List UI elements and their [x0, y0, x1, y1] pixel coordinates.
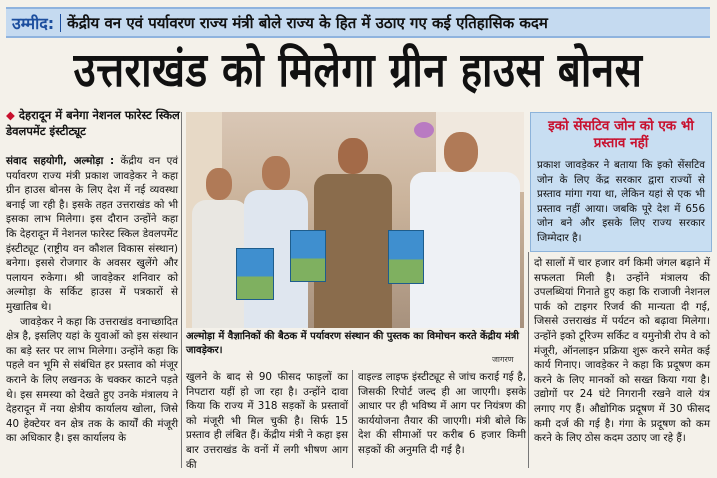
- subhead: [6, 107, 182, 139]
- left-column: [6, 154, 178, 446]
- person-figure: [410, 132, 520, 328]
- subhead-text: देहरादून में बनेगा नेशनल फारेस्ट स्किल डेवलपमेंट इंस्टीट्यूट: [6, 108, 180, 138]
- kicker-separator: [60, 14, 61, 32]
- headline: उत्तराखंड को मिलेगा ग्रीन हाउस बोनस: [73, 43, 643, 98]
- sidebar-box: [530, 112, 712, 252]
- column-divider: [528, 252, 529, 468]
- kicker-text: केंद्रीय वन एवं पर्यावरण राज्य मंत्री बोले राज्य के हित में उठाए गए कई एतिहासिक कदम: [67, 13, 548, 32]
- news-photo: [186, 112, 524, 328]
- kicker-label: उम्मीद:: [12, 13, 55, 33]
- photo-caption: अल्मोड़ा में वैज्ञानिकों की बैठक में पर्यावरण संस्थान की पुस्तक का विमोचन करते केंद्रीय मंत्री जावड़ेकर।: [186, 330, 524, 362]
- book: [236, 248, 274, 300]
- mid-column-2: वाइल्ड लाइफ इंस्टीट्यूट से जांच कराई गई है, जिसकी रिपोर्ट जल्द ही आ जाएगी। इसके आधार पर ही भविष्य में आग पर नियंत्रण की कार्ययोजना तैयार की जाएगी। मंत्री बोले कि देश की सीमाओं पर करीब 6 हजार किमी सड़कों की अनुमति दी गई है।: [358, 371, 526, 456]
- bullet-icon: ◆: [6, 108, 15, 122]
- left-para-2: जावड़ेकर ने कहा कि उत्तराखंड वनाच्छादित क्षेत्र है, इसलिए यहां के युवाओं को इस संस्थान का बड़े स्तर पर लाभ मिलेगा। उन्होंने कहा कि पहले वन भूमि से संबंधित हर प्रस्ताव को मंजूर कराने के लिए लखनऊ के चक्कर काटने पड़ते थे। इस समस्या को देखते हुए उनके मंत्रालय ने देहरादून में नया क्षेत्रीय कार्यालय खोला, जिसे 40 हेक्टेयर वन क्षेत्र तक के कार्यों की मंजूरी का अधिकार है। इस कार्यालय के: [6, 315, 178, 445]
- kicker-bar: [6, 7, 710, 38]
- column-divider: [352, 370, 353, 468]
- sidebar-box-text: प्रकाश जावड़ेकर ने बताया कि इको सेंसटिव जोन के लिए केंद्र सरकार द्वारा राज्यों से प्रस्ताव मांगा गया था, लेकिन यहां से एक भी प्रस्ताव नहीं आया। जबकि पूरे देश में 656 जोन बने और इसके लिए राज्य सरकार जिम्मेदार है।: [537, 159, 705, 244]
- right-column: दो सालों में चार हजार वर्ग किमी जंगल बढ़ाने में सफलता मिली है। उन्होंने मंत्रालय की उपलब्धियां गिनाते हुए कहा कि राजाजी नेशनल पार्क को टाइगर रिजर्व की मान्यता दी गई, जिससे उत्तराखंड में पर्यटन को बढ़ावा मिलेगा। उन्होंने इको टूरिज्म सर्किट व यमुनोत्री रोप वे को मंजूरी, ऑनलाइन प्रक्रिया शुरू करने समेत कई कार्य गिनाए। जावड़ेकर ने कहा कि प्रदूषण कम करने के लिए मानकों को सख्त किया गया है। उद्योगों पर 24 घंटे निगरानी रखने वाले यंत्र लगाए गए हैं। औद्योगिक प्रदूषण में 30 फीसद कमी दर्ज की गई है। गंगा के प्रदूषण को कम करने के लिए ठोस कदम उठाए जा रहे हैं।: [534, 257, 710, 445]
- left-para-1: केंद्रीय वन एवं पर्यावरण राज्य मंत्री प्रकाश जावड़ेकर ने कहा ग्रीन हाउस बोनस के लिए देश में नई व्यवस्था बनाई जा रही है। इसके तहत उत्तराखंड को भी इसका लाभ मिलेगा। इस दौरान उन्होंने कहा कि देहरादून में नेशनल फारेस्ट स्किल डेवलपमेंट इंस्टीट्यूट (राष्ट्रीय वन कौशल विकास संस्थान) बनेगा। इससे रोजगार के अवसर खुलेंगे और पलायन रुकेगा। श्री जावड़ेकर शनिवार को अल्मोड़ा के सर्किट हाउस में पत्रकारों से मुखातिब थे।: [6, 155, 179, 313]
- book: [290, 230, 326, 282]
- mid-column-1: खुलने के बाद से 90 फीसद फाइलों का निपटारा यहीं हो जा रहा है। उन्होंने दावा किया कि राज्य में 318 सड़कों के प्रस्तावों को मंजूरी भी मिल चुकी है। सिर्फ 15 प्रस्ताव ही लंबित हैं। केंद्रीय मंत्री ने कहा इस बार उत्तराखंड के वनों में लगी भीषण आग की: [186, 371, 348, 471]
- byline: संवाद सहयोगी, अल्मोड़ा :: [6, 155, 115, 167]
- book: [388, 230, 424, 284]
- column-divider: [181, 112, 182, 468]
- photo-credit: जागरण: [492, 355, 514, 364]
- sidebar-box-title: इको सेंसटिव जोन को एक भी प्रस्ताव नहीं: [548, 118, 694, 151]
